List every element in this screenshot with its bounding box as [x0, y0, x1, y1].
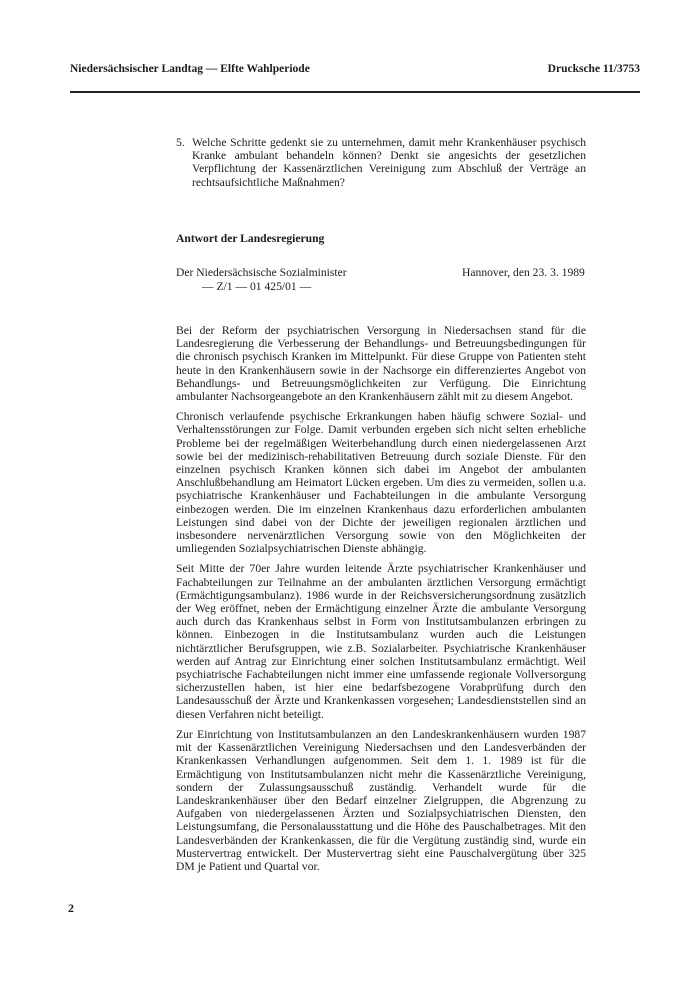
- ministry-name: Der Niedersächsische Sozialminister: [176, 266, 347, 279]
- document-number: Drucksche 11/3753: [547, 63, 640, 75]
- paragraph: Zur Einrichtung von Institutsambulanzen an den Landeskrankenhäusern wurden 1987 mit der Kassenärztlichen Vereinigung Niedersachsen und den Landesverbänden der Krankenkassen Verhandlungen aufgenommen. Seit dem 1. 1. 1989 ist für die Ermächtigung von Institutsambulanzen nicht mehr die Kassenärztliche Vereinigung, sondern der Zulassungsausschuß zuständig. Verhandelt wurde für die Landeskrankenhäuser über den Bedarf einzelner Zielgruppen, die Abgrenzung zu Aufgaben von niedergelassenen Ärzten und Sozialpsychiatrischen Diensten, den Leistungsumfang, die Personalausstattung und die Höhe des Pauschalbetrages. Mit den Landesverbänden der Krankenkassen, die für die Vergütung zuständig sind, wurde ein Mustervertrag entwickelt. Der Mustervertrag sieht eine Pauschalvergütung über 325 DM je Patient und Quartal vor.: [176, 727, 586, 873]
- reference-number: — Z/1 — 01 425/01 —: [202, 280, 312, 293]
- question-text: Welche Schritte gedenkt sie zu unternehmen, damit mehr Krankenhäuser psychisch Kranke ambulant behandeln können? Denkt sie angesichts der gesetzlichen Verpflichtung der Kassenärztlichen Vereinigung zum Abschluß der Verträge an rechtsaufsichtliche Maßnahmen?: [192, 136, 586, 189]
- place-date: Hannover, den 23. 3. 1989: [462, 266, 585, 279]
- header-divider: [70, 91, 640, 93]
- sender-block: [176, 266, 347, 294]
- answer-heading: Antwort der Landesregierung: [176, 232, 325, 245]
- paragraph: Bei der Reform der psychiatrischen Versorgung in Niedersachsen stand für die Landesregierung die Verbesserung der Behandlungs- und Betreuungsbedingungen für die chronisch psychisch Kranken im Mittelpunkt. Für diese Gruppe von Patienten steht heute in den Krankenhäusern sowie in der Nachsorge ein differenziertes Angebot von Behandlungs- und Betreuungsmöglichkeiten zur Verfügung. Die Einrichtung ambulanter Nachsorgeangebote an den Krankenhäusern zählt mit zu diesem Angebot.: [176, 324, 586, 404]
- question-block: [176, 136, 586, 189]
- page-number: 2: [68, 901, 74, 915]
- header-title: Niedersächsischer Landtag — Elfte Wahlperiode: [70, 63, 310, 75]
- paragraph: Seit Mitte der 70er Jahre wurden leitende Ärzte psychiatrischer Krankenhäuser und Fachabteilungen zur Teilnahme an der ambulanten ärztlichen Versorgung ermächtigt (Ermächtigungsambulanz). 1986 wurde in der Reichsversicherungsordnung zusätzlich der Weg eröffnet, neben der Ermächtigung einzelner Ärzte die ambulante Versorgung auch durch das Krankenhaus selbst in Form von Institutsambulanzen erbringen zu können. Einbezogen in die Institutsambulanz wurden auch die Leistungen nichtärztlicher Berufsgruppen, wie z.B. Sozialarbeiter. Psychiatrische Krankenhäuser werden auf Antrag zur Einrichtung einer solchen Institutsambulanz ermächtigt. Weil psychiatrische Fachabteilungen nicht immer eine umfassende regionale Vollversorgung sicherzustellen haben, ist hier eine bedarfsbezogene Vorabprüfung durch den Landesausschuß der Ärzte und Krankenkassen vorgesehen; Landesdienststellen sind an diesen Verfahren nicht beteiligt.: [176, 562, 586, 721]
- question-number: 5.: [176, 136, 185, 149]
- paragraph: Chronisch verlaufende psychische Erkrankungen haben häufig schwere Sozial- und Verhaltensstörungen zur Folge. Damit verbunden ergeben sich nicht selten erhebliche Probleme bei der regelmäßigen Weiterbehandlung durch einen niedergelassenen Arzt sowie bei der medizinisch-rehabilitativen Betreuung durch soziale Dienste. Für den einzelnen psychisch Kranken können sich dabei im Angebot der ambulanten Anschlußbehandlung am Heimatort Lücken ergeben. Um dies zu vermeiden, sollen u.a. psychiatrische Krankenhäuser und Fachabteilungen in die ambulante Versorgung einbezogen werden. Die im einzelnen Krankenhaus dazu erforderlichen ambulanten Leistungen sind dabei von der Dichte der jeweiligen regionalen ärztlichen und insbesondere nervenärztlichen Versorgung sowie von den Möglichkeiten der umliegenden Sozialpsychiatrischen Dienste abhängig.: [176, 410, 586, 556]
- answer-body: [176, 324, 586, 880]
